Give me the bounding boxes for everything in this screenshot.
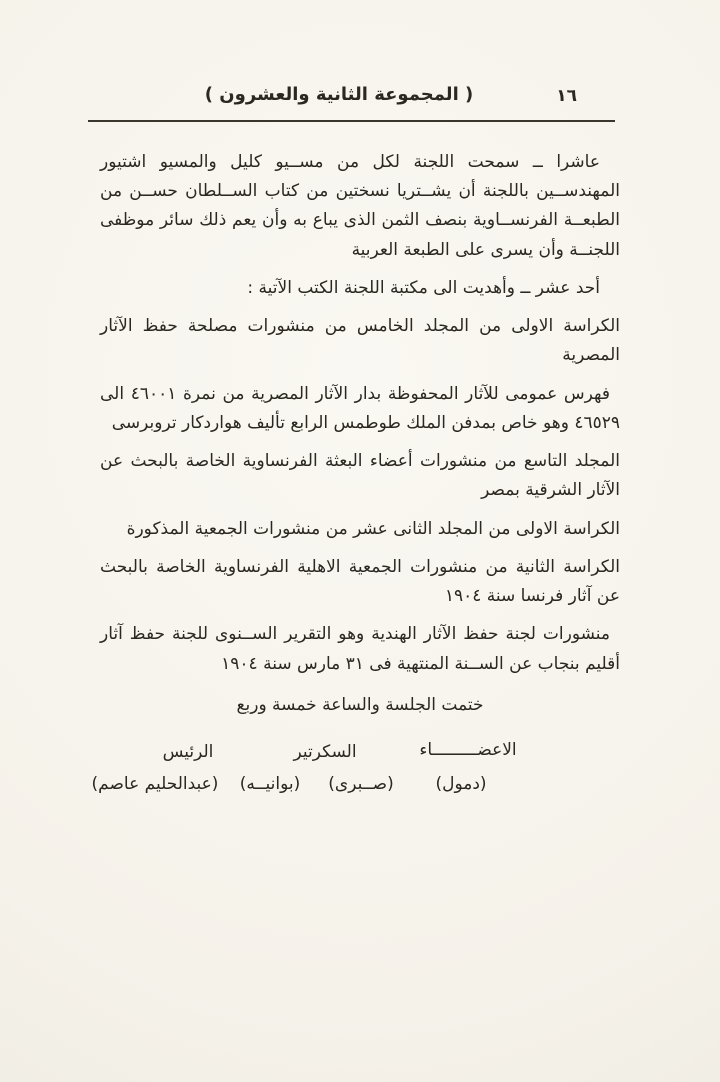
paragraph-tenth-resolution: عاشرا ــ سمحت اللجنة لكل من مســيو كليل والمسيو اشتيور المهندســين باللجنة أن يشــتريا نسختين من كتاب الســلطان حســن من الطبعــة الفرنســاوية بنصف الثمن الذى يباع به وأن يعم ذلك سائر موظفى اللجنــة وأن يسرى على الطبعة العربية	[100, 152, 620, 260]
book-entry-6: منشورات لجنة حفظ الآثار الهندية وهو التقرير الســنوى للجنة حفظ آثار أقليم بنجاب عن الســنة المنتهية فى ٣١ مارس سنة ١٩٠٤	[100, 624, 620, 674]
signature-name-member-2: (صــبرى)	[328, 773, 394, 794]
book-entry-3: المجلد التاسع من منشورات أعضاء البعثة الفرنساوية الخاصة بالبحث عن الآثار الشرقية بمصر	[100, 451, 620, 501]
session-closing-line: ختمت الجلسة والساعة خمسة وربع	[236, 694, 484, 715]
book-entry-2: فهرس عمومى للآثار المحفوظة بدار الآثار المصرية من نمرة ٤٦٠٠١ الى ٤٦٥٢٩ وهو خاص بمدفن الملك طوطمس الرابع تأليف هواردكار تروبرسى	[100, 383, 620, 433]
book-entry-1: الكراسة الاولى من المجلد الخامس من منشورات مصلحة حفظ الآثار المصرية	[100, 316, 620, 366]
book-entry-4: الكراسة الاولى من المجلد الثانى عشر من منشورات الجمعية المذكورة	[126, 518, 620, 539]
collection-title: ( المجموعة الثانية والعشرون )	[204, 84, 474, 105]
document-body	[0, 122, 720, 828]
signature-title-president: الرئيس	[162, 741, 214, 762]
signature-block	[91, 736, 620, 828]
page-header	[0, 0, 720, 122]
signature-title-secretary: السكرتير	[293, 741, 357, 762]
signature-name-president: (عبدالحليم عاصم)	[91, 773, 219, 794]
signature-name-member-1: (دمول)	[435, 773, 487, 794]
book-entry-5: الكراسة الثانية من منشورات الجمعية الاهلية الفرنساوية الخاصة بالبحث عن آثار فرنسا سنة ١٩٠٤	[100, 556, 620, 607]
paragraph-eleventh-intro: أحد عشر ــ وأهديت الى مكتبة اللجنة الكتب الآتية :	[247, 277, 600, 298]
header-row	[90, 84, 632, 116]
signature-name-secretary: (بوانيــه)	[239, 773, 301, 794]
page-number: ١٦	[556, 86, 577, 106]
signature-title-members: الاعضـــــــــاء	[419, 739, 517, 760]
